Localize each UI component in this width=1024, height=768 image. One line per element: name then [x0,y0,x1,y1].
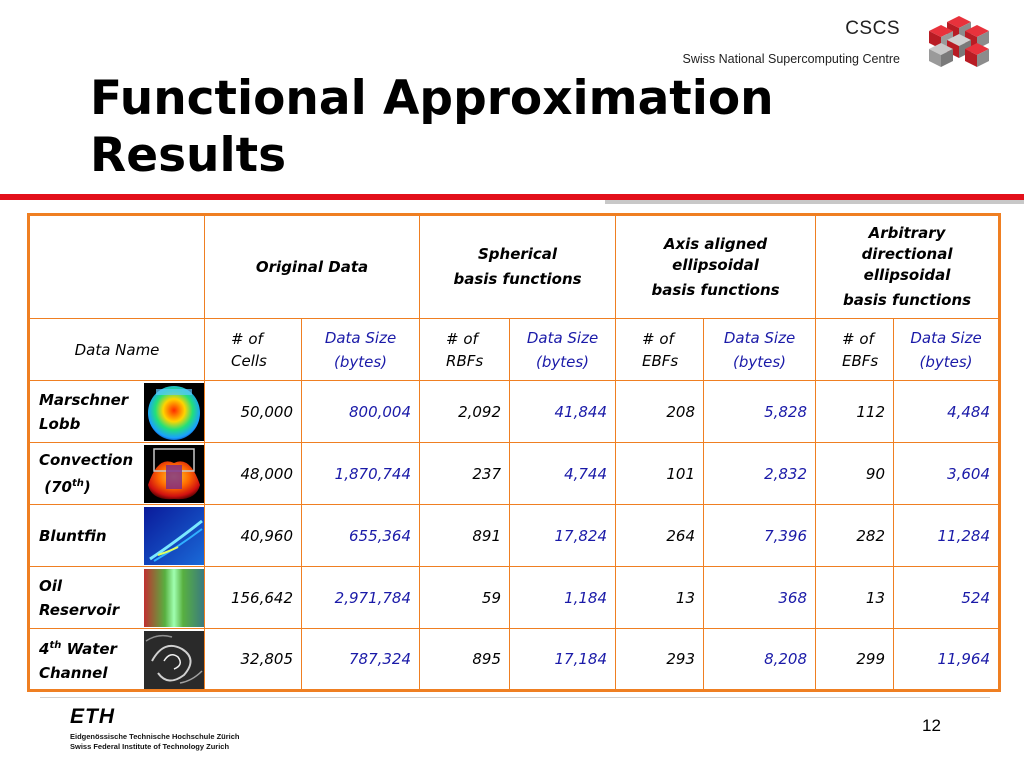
row-name-superscript: th [49,639,62,651]
rbfs-value: 2,092 [420,381,510,443]
size-unit-1: (bytes) [333,352,388,371]
original-size-value: 2,971,784 [302,567,420,629]
row-name-part: Water [61,639,117,658]
rbfs-value: 237 [420,443,510,505]
size-label-1: Data Size [324,328,397,347]
eth-logo: ETH [70,705,115,728]
original-size-value: 787,324 [302,629,420,691]
cscs-cubes-logo [916,12,1002,72]
arbitrary-size-value: 11,284 [894,505,1000,567]
row-name-part: ) [83,478,91,496]
ebfs2-value: 299 [816,629,894,691]
ebfs-value: 208 [616,381,704,443]
ebfs-value: 13 [616,567,704,629]
row-name-line-2: Reservoir [39,600,120,619]
arbitrary-size-value: 11,964 [894,629,1000,691]
arbitrary-size-value: 3,604 [894,443,1000,505]
group-arbitrary [816,215,1000,319]
arbitrary-line-2: basis functions [842,291,972,309]
ebfs-value: 293 [616,629,704,691]
row-name-line-1: Convection [39,451,134,469]
row-name-line-1: Oil [39,576,63,595]
spherical-size-value: 4,744 [510,443,616,505]
ebfs-header-2: # of EBFs [816,319,894,381]
spherical-line-2: basis functions [453,270,582,288]
row-name-cell [29,381,205,443]
original-size-header [302,319,420,381]
size-unit-2: (bytes) [536,352,590,371]
arbitrary-size-value: 524 [894,567,1000,629]
original-size-value: 1,870,744 [302,443,420,505]
arbitrary-size-header [894,319,1000,381]
cells-header: # of Cells [205,319,302,381]
row-name-line-1: Bluntfin [39,526,107,545]
cells-value: 48,000 [205,443,302,505]
row-name-cell [29,443,205,505]
size-unit-3: (bytes) [733,352,787,371]
group-spherical [420,215,616,319]
row-name-line-2: Lobb [39,414,81,433]
rbfs-header: # of RBFs [420,319,510,381]
size-label-2: Data Size [526,328,599,347]
row-name-superscript: th [71,478,84,489]
cells-value: 40,960 [205,505,302,567]
spherical-size-value: 1,184 [510,567,616,629]
page-title [90,70,774,184]
row-name-line-1: Marschner [39,390,129,409]
footer-rule [40,697,990,698]
row-name-line-1 [39,634,196,661]
row-name-cell [29,567,205,629]
cscs-brand [683,18,900,66]
original-size-value: 655,364 [302,505,420,567]
brand-name: CSCS [845,18,900,39]
eth-name-german: Eidgenössische Technische Hochschule Zürich [70,732,240,741]
arbitrary-line-1: Arbitrary directional ellipsoidal [861,224,953,284]
rbfs-value: 891 [420,505,510,567]
axis-line-2: basis functions [651,280,780,299]
table-row [29,567,1000,629]
size-label-3: Data Size [723,328,796,347]
axis-size-header [704,319,816,381]
cells-value: 32,805 [205,629,302,691]
title-gray-rule [605,200,1024,204]
rbfs-value: 59 [420,567,510,629]
brand-subtitle: Swiss National Supercomputing Centre [682,52,900,66]
spherical-size-header [510,319,616,381]
ebfs2-value: 13 [816,567,894,629]
table-row [29,381,1000,443]
ebfs2-value: 282 [816,505,894,567]
spherical-size-value: 17,184 [510,629,616,691]
axis-size-value: 7,396 [704,505,816,567]
axis-line-1: Axis aligned ellipsoidal [663,234,768,274]
ebfs2-value: 112 [816,381,894,443]
ebfs-value: 264 [616,505,704,567]
row-name-line-2 [39,472,196,499]
group-axis-aligned [616,215,816,319]
size-label-4: Data Size [910,328,982,347]
page-number: 12 [922,716,941,735]
table-row [29,629,1000,691]
axis-size-value: 368 [704,567,816,629]
cells-value: 50,000 [205,381,302,443]
ebfs2-value: 90 [816,443,894,505]
size-unit-4: (bytes) [919,352,973,371]
row-name-line-2: Channel [39,663,108,682]
results-table [27,213,1001,692]
arbitrary-size-value: 4,484 [894,381,1000,443]
spherical-line-1: Spherical [477,245,558,263]
title-line-2: Results [90,128,287,183]
row-name-part: (70 [44,478,72,496]
original-size-value: 800,004 [302,381,420,443]
title-line-1: Functional Approximation [90,71,774,126]
table-row [29,505,1000,567]
cells-value: 156,642 [205,567,302,629]
group-header-row [29,215,1000,319]
axis-size-value: 8,208 [704,629,816,691]
axis-size-value: 2,832 [704,443,816,505]
row-name-part: 4 [39,639,50,658]
rbfs-value: 895 [420,629,510,691]
ebfs-value: 101 [616,443,704,505]
eth-name-english: Swiss Federal Institute of Technology Zurich [70,742,230,751]
group-original-data: Original Data [205,215,420,319]
row-name-cell [29,629,205,691]
empty-corner-cell [29,215,205,319]
data-name-header: Data Name [29,319,205,381]
spherical-size-value: 41,844 [510,381,616,443]
ebfs-header: # of EBFs [616,319,704,381]
row-name-cell [29,505,205,567]
table-row [29,443,1000,505]
spherical-size-value: 17,824 [510,505,616,567]
axis-size-value: 5,828 [704,381,816,443]
sub-header-row [29,319,1000,381]
